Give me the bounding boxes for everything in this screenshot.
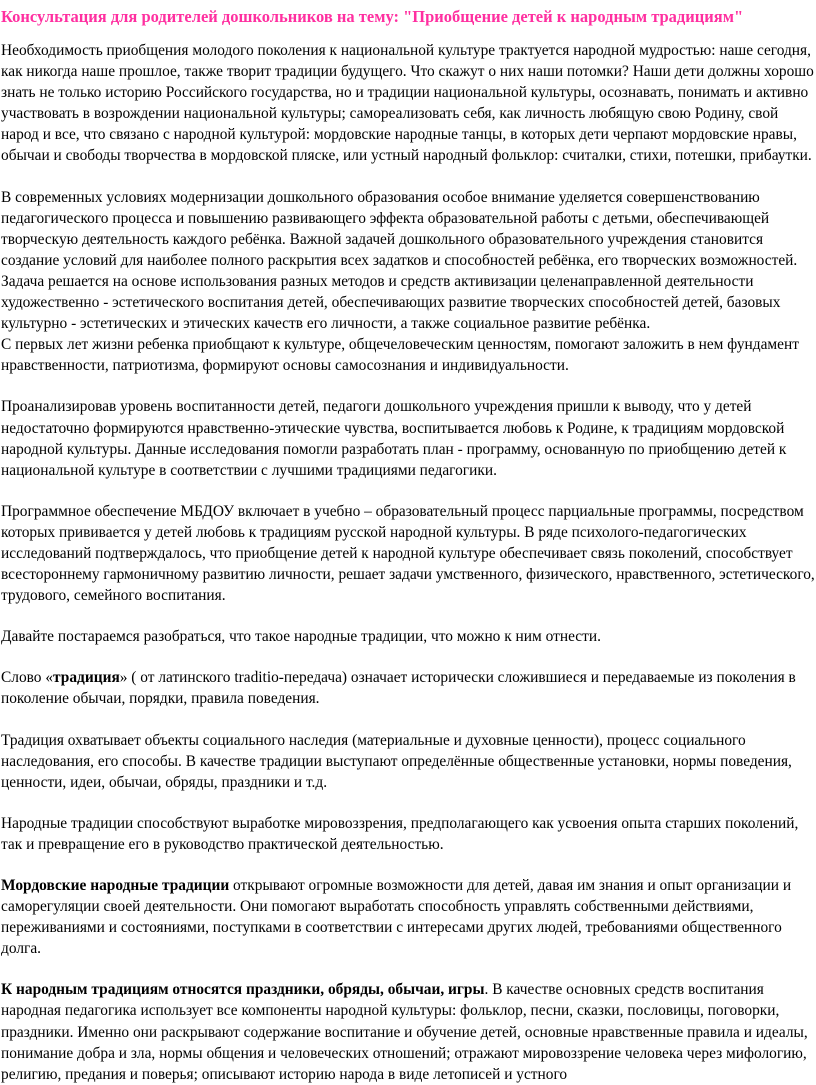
paragraph-11-bold: К народным традициям относятся праздники, обряды, обычаи, игры — [1, 981, 485, 999]
spacer — [1, 606, 816, 626]
paragraph-7-before: Слово « — [1, 669, 54, 687]
paragraph-5: Программное обеспечение МБДОУ включает в учебно – образовательный процесс парциальные программы, посредством которых прививается у детей любовь к традициям русской народной культуры. В ряде психолого-педагогических исследований подтверждалось, что приобщение детей к народной культуре обеспечивает связь поколений, способствует всестороннему гармоничному развитию личности, решает задачи умственного, физического, нравственного, эстетического, трудового, семейного воспитания. — [1, 502, 815, 605]
paragraph-3: С первых лет жизни ребенка приобщают к культуре, общечеловеческим ценностям, помогают заложить в нем фундамент нравственности, патриотизма, формируют основы самосознания и индивидуальности. — [1, 336, 799, 375]
paragraph-8: Традиция охватывает объекты социального наследия (материальные и духовные ценности), процесс социального наследования, его способы. В качестве традиции выступают определённые общественные установки, нормы поведения, ценности, идеи, обычаи, обряды, праздники и т.д. — [1, 731, 792, 791]
spacer — [1, 376, 816, 396]
term-tradition: традиция — [53, 669, 120, 687]
paragraph-11-after: . В качестве основных средств воспитания народная педагогика использует все компоненты народной культуры: фольклор, песни, сказки, пословицы, поговорки, праздники. Именно они раскрывают содержание воспитание и обучение детей, основные нравственные правила и идеалы, понимание добра и зла, нормы общения и человеческих отношений; отражают мировоззрение человека через мифологию, религию, предания и поверья; описывают историю народа в виде летописей и устного — [1, 981, 808, 1083]
paragraph-7 — [1, 667, 816, 709]
paragraph-9: Народные традиции способствуют выработке мировоззрения, предполагающего как усвоения опыта старших поколений, так и превращение его в руководство практической деятельностью. — [1, 814, 799, 853]
spacer — [1, 647, 816, 667]
paragraph-6: Давайте постараемся разобраться, что такое народные традиции, что можно к ним отнести. — [1, 628, 601, 646]
paragraph-2: В современных условиях модернизации дошкольного образования особое внимание уделяется совершенствованию педагогического процесса и повышению развивающего эффекта образовательной работы с детьми, обеспечивающей творческую деятельность каждого ребёнка. Важной задачей дошкольного образовательного учреждения становится создание условий для наиболее полного раскрытия всех задатков и способностей ребёнка, его творческих возможностей. Задача решается на основе использования разных методов и средств активизации целенаправленной деятельности художественно - эстетического воспитания детей, обеспечивающих развитие творческих способностей детей, базовых культурно - эстетических и этических качеств его личности, а также социальное развитие ребёнка. — [1, 188, 798, 333]
paragraph-10 — [1, 875, 816, 959]
paragraph-4: Проанализировав уровень воспитанности детей, педагоги дошкольного учреждения пришли к выводу, что у детей недостаточно формируются нравственно-этические чувства, воспитывается любовь к Родине, к традициям мордовской народной культуры. Данные исследования помогли разработать план - программу, основанную по приобщению детей к национальной культуре в соответствии с лучшими традициями педагогики. — [1, 398, 787, 479]
spacer — [1, 167, 816, 187]
spacer — [1, 27, 816, 40]
paragraph-11 — [1, 979, 816, 1084]
spacer — [1, 710, 816, 730]
spacer — [1, 793, 816, 813]
document-title: Консультация для родителей дошкольников на тему: "Приобщение детей к народным традициям" — [1, 7, 744, 26]
paragraph-7-after: » ( от латинского traditio-передача) означает исторически сложившиеся и передаваемые из поколения в поколение обычаи, порядки, правила поведения. — [1, 669, 796, 708]
paragraph-10-after: открывают огромные возможности для детей, давая им знания и опыт организации и саморегуляции своей деятельности. Они помогают выработать способность управлять собственными действиями, переживаниями и состояниями, поступками в соответствии с интересами других людей, требованиями общественного долга. — [1, 877, 792, 958]
spacer — [1, 959, 816, 979]
spacer — [1, 481, 816, 501]
paragraph-10-bold: Мордовские народные традиции — [1, 877, 230, 894]
spacer — [1, 855, 816, 875]
paragraph-1: Необходимость приобщения молодого поколения к национальной культуре трактуется народной мудростью: наше сегодня, как никогда наше прошлое, также творит традиции будущего. Что скажут о них наши потомки? Наши дети должны хорошо знать не только историю Российского государства, но и традиции национальной культуры, осознавать, понимать и активно участвовать в возрождении национальной культуры; самореализовать себя, как личность любящую свою Родину, свой народ и все, что связано с народной культурой: мордовские народные танцы, в которых дети черпают мордовские нравы, обычаи и свободы творчества в мордовской пляске, или устный народный фольклор: считалки, стихи, потешки, прибаутки. — [1, 42, 814, 165]
